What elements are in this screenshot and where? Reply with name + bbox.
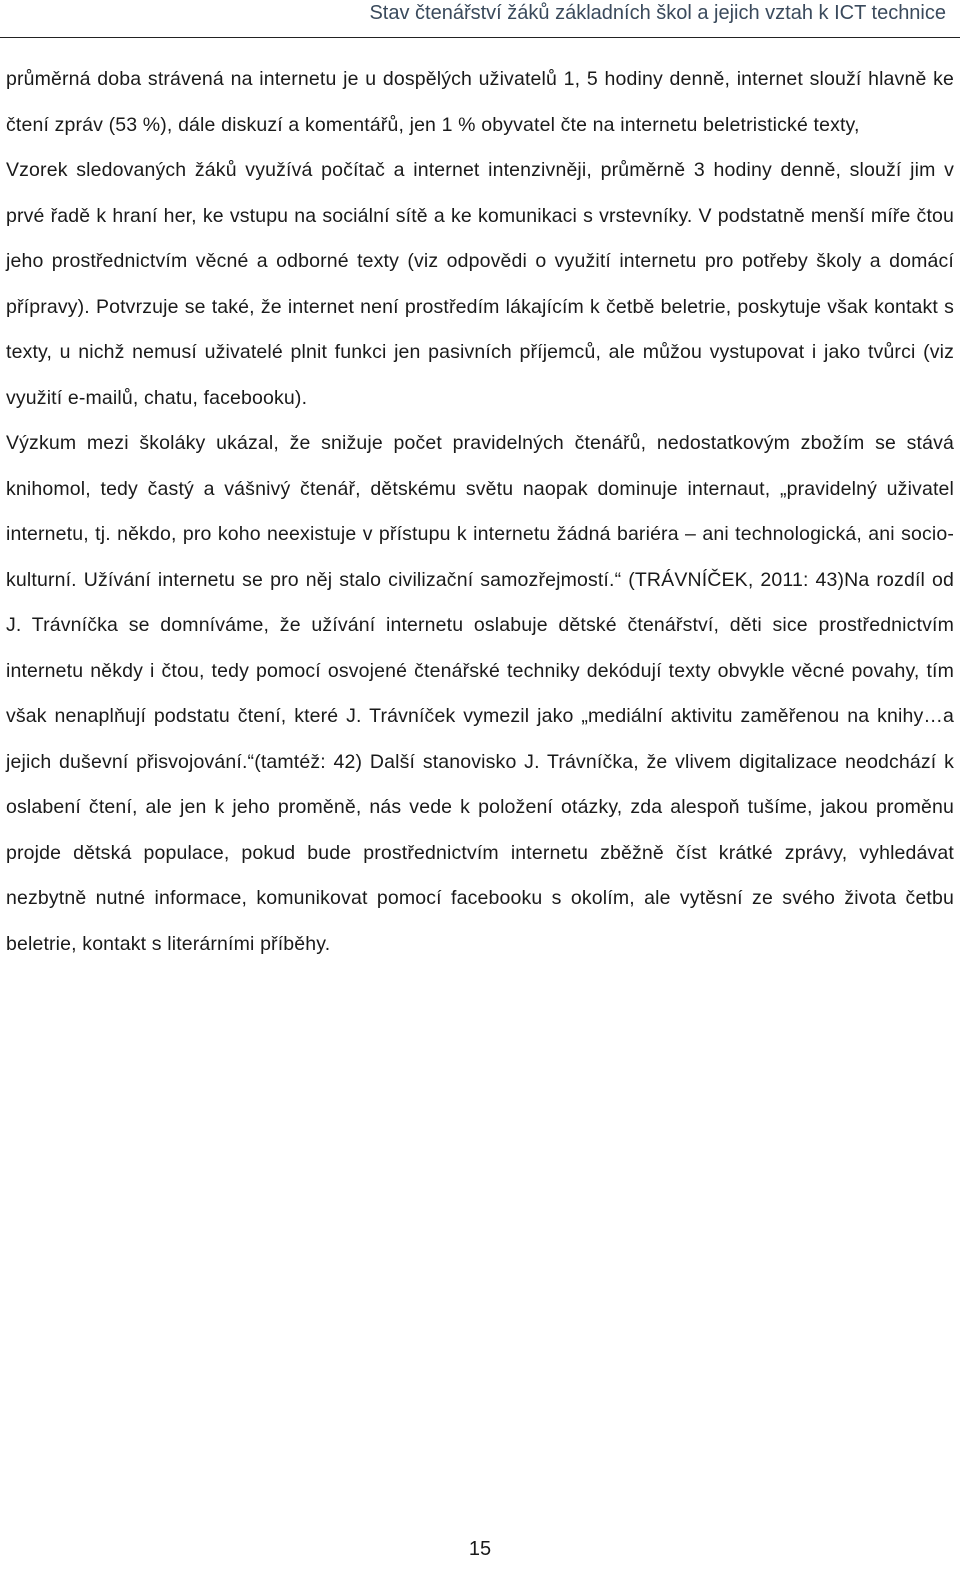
- paragraph-research-findings: Výzkum mezi školáky ukázal, že snižuje počet pravidelných čtenářů, nedostatkovým zbožím se stává knihomol, tedy častý a vášnivý čtenář, dětskému světu naopak dominuje internaut, „pravidelný uživatel internetu, tj. někdo, pro koho neexistuje v přístupu k internetu žádná bariéra – ani technologická, ani socio-kulturní. Užívání internetu se pro něj stalo civilizační samozřejmostí.“ (TRÁVNÍČEK, 2011: 43)Na rozdíl od J. Trávníčka se domníváme, že užívání internetu oslabuje dětské čtenářství, děti sice prostřednictvím internetu někdy i čtou, tedy pomocí osvojené čtenářské techniky dekódují texty obvykle věcné povahy, tím však nenaplňují podstatu čtení, které J. Trávníček vymezil jako „mediální aktivitu zaměřenou na knihy…a jejich duševní přisvojování.“(tamtéž: 42) Další stanovisko J. Trávníčka, že vlivem digitalizace neodchází k oslabení čtení, ale jen k jeho proměně, nás vede k položení otázky, zda alespoň tušíme, jakou proměnu projde dětská populace, pokud bude prostřednictvím internetu zběžně číst krátké zprávy, vyhledávat nezbytně nutné informace, komunikovat pomocí facebooku s okolím, ale vytěsní ze svého života četbu beletrie, kontakt s literárními příběhy.: [6, 432, 954, 955]
- body-text: [6, 57, 954, 967]
- paragraph-adult-internet-use: průměrná doba strávená na internetu je u dospělých uživatelů 1, 5 hodiny denně, internet slouží hlavně ke čtení zpráv (53 %), dále diskuzí a komentářů, jen 1 % obyvatel čte na internetu beletristické texty,: [6, 68, 954, 136]
- paragraph-pupils-internet-use: Vzorek sledovaných žáků využívá počítač a internet intenzivněji, průměrně 3 hodiny denně, slouží jim v prvé řadě k hraní her, ke vstupu na sociální sítě a ke komunikaci s vrstevníky. V podstatně menší míře čtou jeho prostřednictvím věcné a odborné texty (viz odpovědi o využití internetu pro potřeby školy a domácí přípravy). Potvrzuje se také, že internet není prostředím lákajícím k četbě beletrie, poskytuje však kontakt s texty, u nichž nemusí uživatelé plnit funkci jen pasivních příjemců, ale můžou vystupovat i jako tvůrci (viz využití e-mailů, chatu, facebooku).: [6, 159, 954, 409]
- page-number: 15: [468, 1538, 492, 1560]
- running-header: Stav čtenářství žáků základních škol a jejich vztah k ICT technice: [0, 0, 960, 38]
